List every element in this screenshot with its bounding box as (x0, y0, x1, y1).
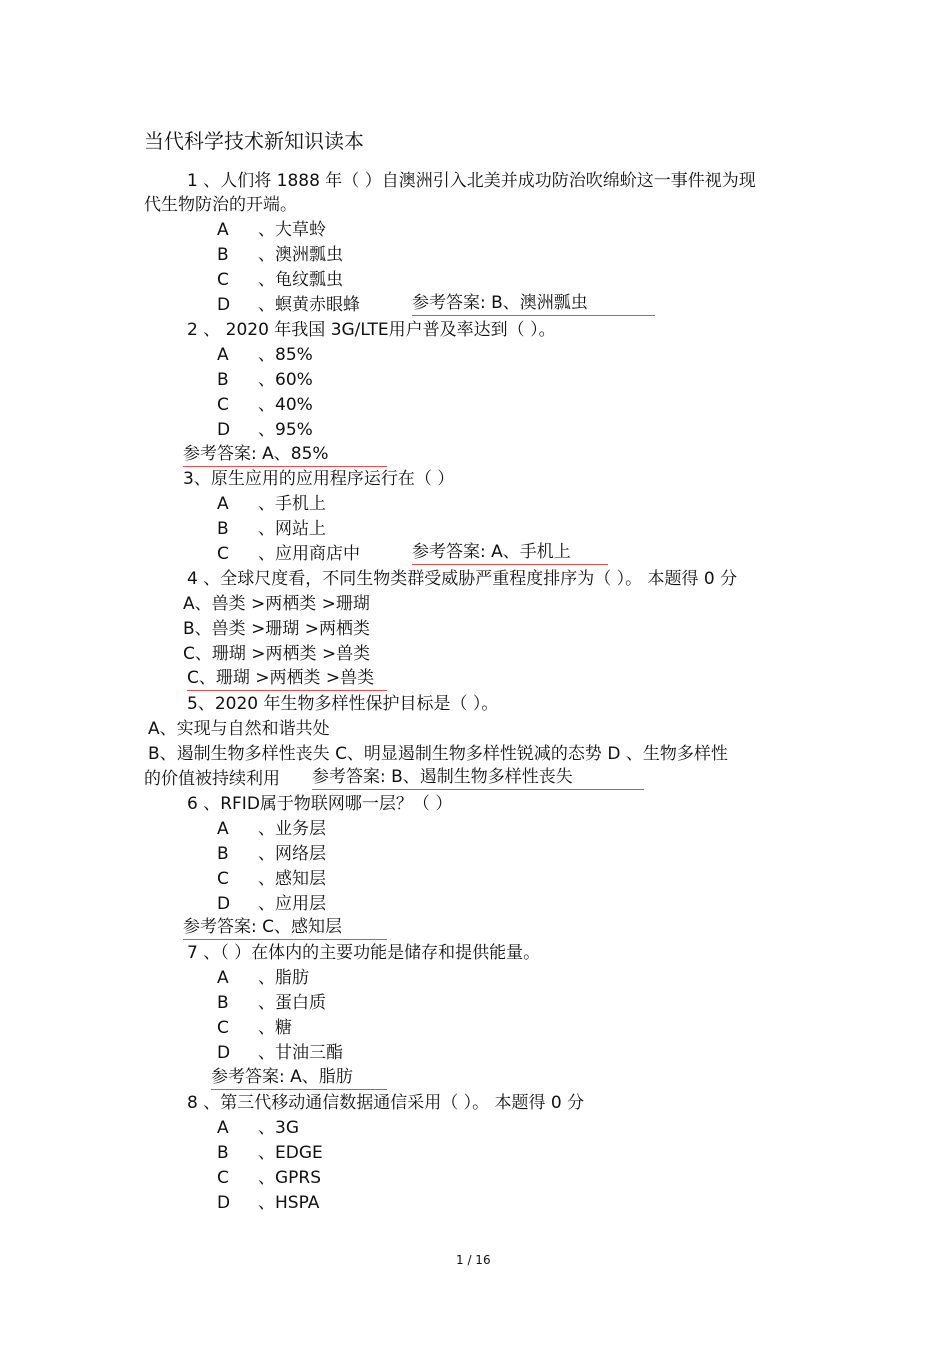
option-letter: A (217, 345, 229, 365)
answer-reference: C、珊瑚 >两栖类 >兽类 (187, 667, 387, 691)
option-letter: D (217, 1193, 231, 1213)
option-letter: D (217, 295, 231, 315)
option-text: 、40% (258, 395, 313, 415)
option-text: 、龟纹瓢虫 (258, 270, 343, 290)
option-text: 、螟黄赤眼蜂 (258, 295, 360, 315)
option-letter: D (217, 420, 231, 440)
option-text: 、HSPA (258, 1193, 320, 1213)
option-text: 、脂肪 (258, 968, 309, 988)
option-letter: B (217, 844, 229, 864)
option-text: 、3G (258, 1118, 299, 1138)
option-letter: A (217, 494, 229, 514)
option-text: 、应用商店中 (258, 544, 360, 564)
option-letter: C (217, 544, 229, 564)
answer-reference: 参考答案: C、感知层 (183, 916, 387, 940)
option-letter: A (217, 1118, 229, 1138)
page-number: 1 / 16 (456, 1253, 491, 1267)
option-letter: C (217, 1018, 229, 1038)
answer-reference: 参考答案: A、手机上 (412, 541, 608, 565)
option-text: 、GPRS (258, 1168, 322, 1188)
question-5-stem: 5、2020 年生物多样性保护目标是（ ）。 (187, 694, 499, 714)
answer-reference: 参考答案: B、遏制生物多样性丧失 (312, 766, 644, 790)
question-6-stem: 6 、RFID属于物联网哪一层？（ ） (187, 794, 453, 814)
option-text: 、应用层 (258, 894, 326, 914)
option-text: 、大草蛉 (258, 220, 326, 240)
option-text: 、网站上 (258, 519, 326, 539)
option-inline: A、实现与自然和谐共处 (148, 719, 330, 739)
option-text: 、网络层 (258, 844, 326, 864)
option-letter: C (217, 395, 229, 415)
option-letter: A (217, 968, 229, 988)
option-letter: B (217, 370, 229, 390)
question-1-stem: 1 、人们将 1888 年（ ）自澳洲引入北美并成功防治吹绵蚧这一事件视为现 (187, 171, 756, 191)
option-letter: C (217, 270, 229, 290)
option-text: 、甘油三酯 (258, 1043, 343, 1063)
option-letter: A (217, 819, 229, 839)
answer-reference: 参考答案: A、脂肪 (211, 1066, 387, 1090)
option-letter: D (217, 894, 231, 914)
option-text: 、糖 (258, 1018, 292, 1038)
answer-reference: 参考答案: A、85% (183, 443, 387, 467)
option-letter: B (217, 245, 229, 265)
option-letter: B (217, 1143, 229, 1163)
question-2-stem: 2 、 2020 年我国 3G/LTE用户普及率达到（ ）。 (187, 320, 556, 340)
option-text: 、感知层 (258, 869, 326, 889)
option-text: 、60% (258, 370, 313, 390)
document-title: 当代科学技术新知识读本 (144, 129, 364, 153)
option-letter: B (217, 993, 229, 1013)
option-text: 、业务层 (258, 819, 326, 839)
option-inline: A、兽类 >两栖类 >珊瑚 (183, 594, 370, 614)
question-8-stem: 8 、第三代移动通信数据通信采用（ ）。 本题得 0 分 (187, 1093, 585, 1113)
option-letter: C (217, 1168, 229, 1188)
option-letter: D (217, 1043, 231, 1063)
option-letter: A (217, 220, 229, 240)
option-text: 、95% (258, 420, 313, 440)
option-letter: C (217, 869, 229, 889)
option-text: 、澳洲瓢虫 (258, 245, 343, 265)
option-text: 、手机上 (258, 494, 326, 514)
option-inline: B、兽类 >珊瑚 >两栖类 (183, 619, 370, 639)
question-1-stem-cont: 代生物防治的开端。 (144, 195, 297, 215)
option-inline: B、遏制生物多样性丧失 C、明显遏制生物多样性锐减的态势 D 、生物多样性 (148, 744, 728, 764)
option-text: 、EDGE (258, 1143, 323, 1163)
question-4-stem: 4 、全球尺度看，不同生物类群受威胁严重程度排序为（ ）。 本题得 0 分 (187, 569, 738, 589)
question-7-stem: 7 、（ ）在体内的主要功能是储存和提供能量。 (187, 943, 541, 963)
answer-reference: 参考答案: B、澳洲瓢虫 (412, 292, 655, 316)
option-inline: C、珊瑚 >两栖类 >兽类 (183, 644, 371, 664)
option-letter: B (217, 519, 229, 539)
question-3-stem: 3、原生应用的应用程序运行在（ ） (183, 469, 455, 489)
option-text: 、85% (258, 345, 313, 365)
option-inline: 的价值被持续利用 (144, 769, 280, 789)
option-text: 、蛋白质 (258, 993, 326, 1013)
